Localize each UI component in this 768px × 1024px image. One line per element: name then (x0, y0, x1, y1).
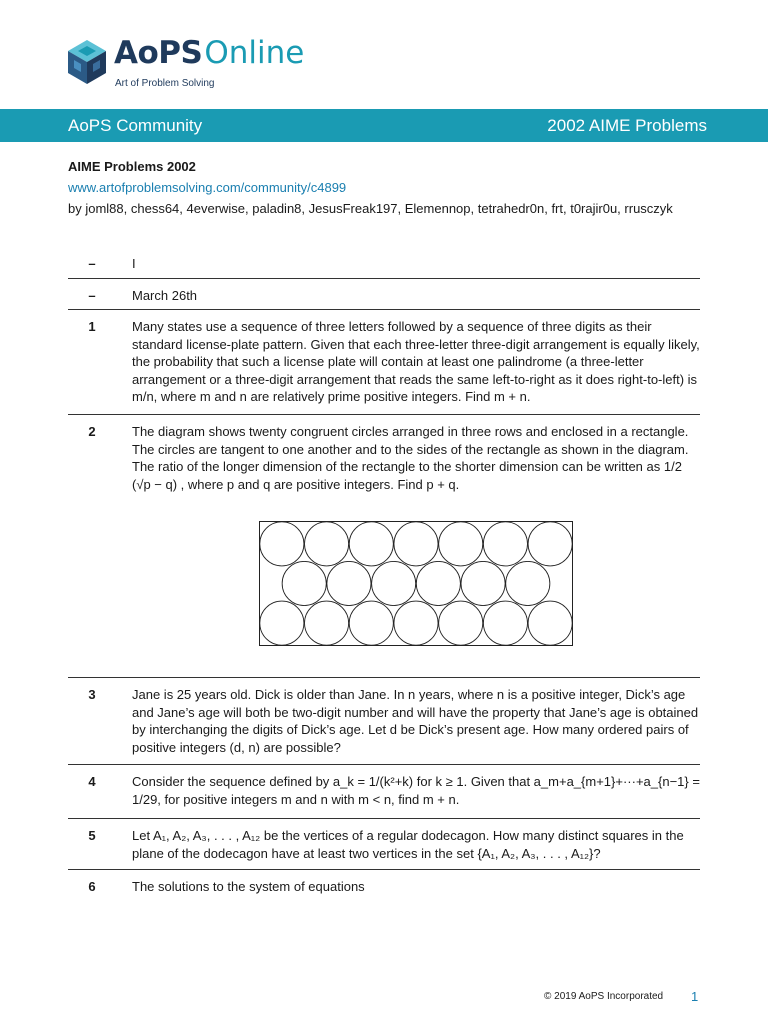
problem-row (68, 764, 700, 807)
circle (506, 561, 550, 605)
community-banner (0, 109, 768, 142)
problem-text: Jane is 25 years old. Dick is older than Jane. In n years, where n is a positive integer, Dick’s age and Jane’s age will both be two-digit number and will have the property that Jane’s age is obtained by interchanging the digits of Dick’s age. Let d be Dick’s present age. How many ordered pairs of positive integers (d, n) are possible? (132, 687, 699, 755)
problem-text: Consider the sequence defined by a_k = 1/(k²+k) for k ≥ 1. Given that a_m+a_{m+1}+···+a_{n−1} = 1/29, for positive integers m and n with m < n, find m + n. (132, 774, 700, 807)
circle (260, 522, 304, 566)
authors-line: by joml88, chess64, 4everwise, paladin8, JesusFreak197, Elemennop, tetrahedr0n, frt, t0rajir0u, rrusczyk (68, 201, 673, 216)
circle (282, 561, 326, 605)
problem-text: The diagram shows twenty congruent circles arranged in three rows and enclosed in a rectangle. The circles are tangent to one another and to the sides of the rectangle as shown in the diagram. The ratio of the longer dimension of the rectangle to the shorter dimension can be written as 1/2 (√p − q) , where p and q are positive integers. Find p + q. (132, 424, 689, 492)
problem-text: Let A₁, A₂, A₃, . . . , A₁₂ be the vertices of a regular dodecagon. How many distinct squares in the plane of the dodecagon have at least two vertices in the set {A₁, A₂, A₃, . . . , A₁₂}? (132, 828, 684, 861)
problem-row (68, 818, 700, 861)
circle (349, 522, 393, 566)
circle (416, 561, 460, 605)
problem-number: 1 (88, 319, 96, 334)
problem-row (68, 677, 700, 755)
circle (528, 522, 572, 566)
problem-number: 5 (88, 828, 96, 843)
document-title: AIME Problems 2002 (68, 159, 196, 174)
problem-row (68, 869, 700, 894)
circle (349, 601, 393, 645)
problem-row (68, 309, 700, 405)
problem-number: 2 (88, 424, 96, 439)
copyright-footer: © 2019 AoPS Incorporated (544, 991, 664, 1002)
circle (439, 601, 483, 645)
circle (305, 522, 349, 566)
problem-row (68, 414, 700, 492)
problem-row (68, 278, 700, 303)
problem-number: 3 (88, 687, 96, 702)
logo-aops-text: AoPS (114, 35, 203, 71)
banner-community-title[interactable]: AoPS Community (68, 116, 203, 135)
problem-text: The solutions to the system of equations (132, 879, 365, 894)
circle (394, 522, 438, 566)
circles-in-rectangle-diagram (259, 521, 574, 647)
circle (483, 522, 527, 566)
circle (327, 561, 371, 605)
circle (260, 601, 304, 645)
circle (372, 561, 416, 605)
problem-number: 6 (88, 879, 96, 894)
problem-text: March 26th (132, 288, 198, 303)
circle (461, 561, 505, 605)
page-number: 1 (691, 989, 699, 1004)
logo-online-text: Online (204, 35, 305, 71)
problem-text: Many states use a sequence of three letters followed by a sequence of three digits as their standard license-plate pattern. Given that each three-letter three-digit arrangement is equally likely, the probability that such a license plate will contain at least one palindrome (a three-letter arrangement or a three-digit arrangement that reads the same left-to-right as it does right-to-left) is m/n, where m and n are relatively prime positive integers. Find m + n. (132, 319, 700, 405)
circle (483, 601, 527, 645)
circle (439, 522, 483, 566)
community-link[interactable]: www.artofproblemsolving.com/community/c4899 (68, 180, 347, 195)
circle (305, 601, 349, 645)
problem-number: – (88, 256, 96, 271)
problem-text: I (132, 256, 136, 271)
problem-number: 4 (88, 774, 96, 789)
cube-logo-icon (66, 38, 108, 86)
document-header (68, 156, 673, 219)
logo-wordmark (114, 35, 305, 71)
banner-contest-title: 2002 AIME Problems (547, 116, 707, 135)
logo-tagline: Art of Problem Solving (115, 78, 215, 89)
problem-number: – (88, 288, 96, 303)
circle (394, 601, 438, 645)
circle (528, 601, 572, 645)
